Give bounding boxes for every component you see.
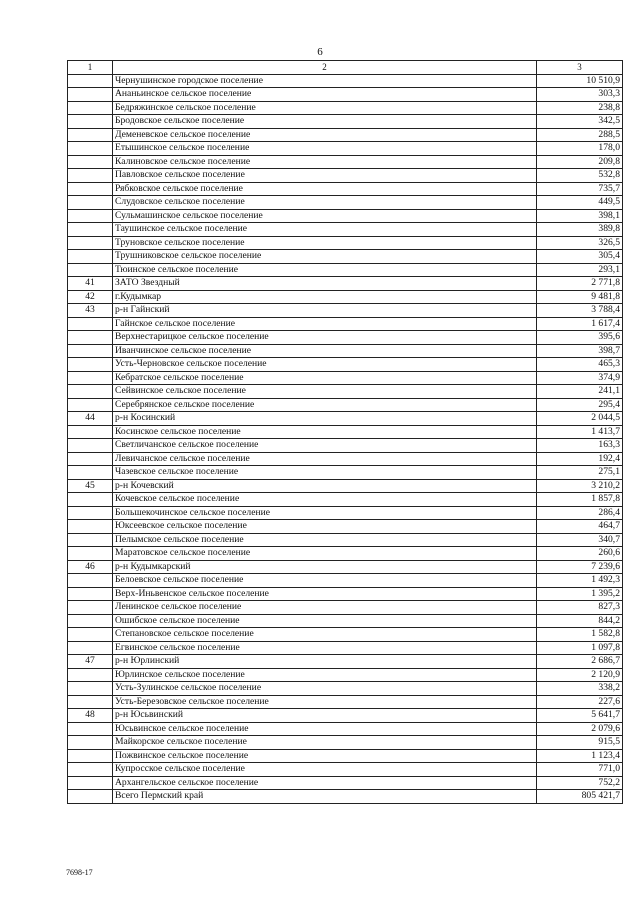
row-name-cell: Павловское сельское поселение [113, 169, 537, 183]
row-name-cell: Верх-Иньвенское сельское поселение [113, 587, 537, 601]
row-name-cell: Усть-Березовское сельское поселение [113, 695, 537, 709]
row-value-cell: 303,3 [537, 88, 623, 102]
row-number-cell [68, 641, 113, 655]
row-name-cell: Серебрянское сельское поселение [113, 398, 537, 412]
row-number-cell [68, 101, 113, 115]
row-name-cell: Рябковское сельское поселение [113, 182, 537, 196]
row-number-cell [68, 250, 113, 264]
table-row [68, 749, 623, 763]
table-row [68, 655, 623, 669]
row-number-cell [68, 587, 113, 601]
table-row [68, 331, 623, 345]
row-number-cell [68, 196, 113, 210]
table-row [68, 614, 623, 628]
table-row [68, 439, 623, 453]
row-number-cell [68, 506, 113, 520]
row-value-cell: 374,9 [537, 371, 623, 385]
table-row [68, 695, 623, 709]
row-number-cell [68, 115, 113, 129]
row-number-cell [68, 452, 113, 466]
table-row [68, 250, 623, 264]
row-number-cell [68, 763, 113, 777]
row-name-cell: г.Кудымкар [113, 290, 537, 304]
column-header-number: 1 [68, 61, 113, 75]
row-name-cell: Слудовское сельское поселение [113, 196, 537, 210]
table-row [68, 128, 623, 142]
table-row [68, 574, 623, 588]
table-row [68, 736, 623, 750]
table-row [68, 533, 623, 547]
row-number-cell [68, 128, 113, 142]
table-row [68, 88, 623, 102]
row-value-cell: 340,7 [537, 533, 623, 547]
row-number-cell [68, 493, 113, 507]
row-name-cell: Трушниковское сельское поселение [113, 250, 537, 264]
row-name-cell: Тюинское сельское поселение [113, 263, 537, 277]
row-name-cell: Ошибское сельское поселение [113, 614, 537, 628]
table-row [68, 479, 623, 493]
row-name-cell: Купросское сельское поселение [113, 763, 537, 777]
row-number-cell [68, 425, 113, 439]
row-number-cell [68, 223, 113, 237]
row-name-cell: Сульмашинское сельское поселение [113, 209, 537, 223]
table-row [68, 115, 623, 129]
row-number-cell [68, 520, 113, 534]
column-header-value: 3 [537, 61, 623, 75]
row-name-cell: Усть-Зулинское сельское поселение [113, 682, 537, 696]
row-name-cell: Егвинское сельское поселение [113, 641, 537, 655]
table-row [68, 358, 623, 372]
table-row [68, 169, 623, 183]
row-name-cell: Светличанское сельское поселение [113, 439, 537, 453]
row-name-cell: р-н Юсьвинский [113, 709, 537, 723]
row-number-cell [68, 790, 113, 804]
row-value-cell: 288,5 [537, 128, 623, 142]
row-value-cell: 260,6 [537, 547, 623, 561]
row-value-cell: 532,8 [537, 169, 623, 183]
row-number-cell [68, 371, 113, 385]
table-row [68, 317, 623, 331]
row-value-cell: 295,4 [537, 398, 623, 412]
row-number-cell [68, 776, 113, 790]
row-value-cell: 1 857,8 [537, 493, 623, 507]
table-row [68, 722, 623, 736]
row-number-cell [68, 88, 113, 102]
row-value-cell: 9 481,8 [537, 290, 623, 304]
table-row [68, 182, 623, 196]
row-value-cell: 771,0 [537, 763, 623, 777]
table-row [68, 277, 623, 291]
row-value-cell: 178,0 [537, 142, 623, 156]
row-name-cell: Етышинское сельское поселение [113, 142, 537, 156]
table-row [68, 506, 623, 520]
row-value-cell: 192,4 [537, 452, 623, 466]
table-row [68, 452, 623, 466]
table-row [68, 196, 623, 210]
row-number-cell [68, 317, 113, 331]
row-name-cell: Ананьинское сельское поселение [113, 88, 537, 102]
row-value-cell: 163,3 [537, 439, 623, 453]
row-name-cell: Майкорское сельское поселение [113, 736, 537, 750]
row-number-cell [68, 722, 113, 736]
row-number-cell: 47 [68, 655, 113, 669]
column-header-name: 2 [113, 61, 537, 75]
row-number-cell [68, 155, 113, 169]
table-row [68, 263, 623, 277]
row-value-cell: 241,1 [537, 385, 623, 399]
row-number-cell [68, 169, 113, 183]
document-code: 7698-17 [66, 868, 93, 877]
row-value-cell: 398,1 [537, 209, 623, 223]
row-number-cell: 41 [68, 277, 113, 291]
row-name-cell: Юрлинское сельское поселение [113, 668, 537, 682]
row-name-cell: Большекочинское сельское поселение [113, 506, 537, 520]
row-name-cell: Юсьвинское сельское поселение [113, 722, 537, 736]
row-number-cell: 46 [68, 560, 113, 574]
row-name-cell: Степановское сельское поселение [113, 628, 537, 642]
row-name-cell: Пелымское сельское поселение [113, 533, 537, 547]
row-value-cell: 1 582,8 [537, 628, 623, 642]
row-value-cell: 2 079,6 [537, 722, 623, 736]
table-row [68, 520, 623, 534]
row-value-cell: 844,2 [537, 614, 623, 628]
row-value-cell: 286,4 [537, 506, 623, 520]
row-name-cell: Кебратское сельское поселение [113, 371, 537, 385]
row-name-cell: Ленинское сельское поселение [113, 601, 537, 615]
row-number-cell [68, 182, 113, 196]
row-value-cell: 1 617,4 [537, 317, 623, 331]
row-name-cell: Чернушинское городское поселение [113, 74, 537, 88]
row-name-cell: Пожвинское сельское поселение [113, 749, 537, 763]
row-number-cell: 45 [68, 479, 113, 493]
table-row [68, 412, 623, 426]
row-number-cell [68, 398, 113, 412]
table-row [68, 709, 623, 723]
row-number-cell [68, 668, 113, 682]
table-row [68, 601, 623, 615]
table-row [68, 776, 623, 790]
row-value-cell: 3 788,4 [537, 304, 623, 318]
table-row [68, 344, 623, 358]
row-value-cell: 2 771,8 [537, 277, 623, 291]
row-name-cell: Юксеевское сельское поселение [113, 520, 537, 534]
table-row [68, 466, 623, 480]
table-row [68, 371, 623, 385]
row-name-cell: р-н Гайнский [113, 304, 537, 318]
table-row [68, 155, 623, 169]
row-name-cell: Архангельское сельское поселение [113, 776, 537, 790]
row-number-cell [68, 209, 113, 223]
row-name-cell: р-н Косинский [113, 412, 537, 426]
row-value-cell: 2 044,5 [537, 412, 623, 426]
row-number-cell [68, 601, 113, 615]
row-name-cell: р-н Кудымкарский [113, 560, 537, 574]
row-name-cell: Левичанское сельское поселение [113, 452, 537, 466]
row-number-cell [68, 682, 113, 696]
row-value-cell: 449,5 [537, 196, 623, 210]
row-value-cell: 395,6 [537, 331, 623, 345]
row-value-cell: 398,7 [537, 344, 623, 358]
row-value-cell: 1 395,2 [537, 587, 623, 601]
row-value-cell: 1 097,8 [537, 641, 623, 655]
table-row [68, 790, 623, 804]
row-name-cell: Труновское сельское поселение [113, 236, 537, 250]
row-value-cell: 293,1 [537, 263, 623, 277]
row-name-cell: Иванчинское сельское поселение [113, 344, 537, 358]
table-row [68, 223, 623, 237]
row-name-cell: Чазевское сельское поселение [113, 466, 537, 480]
table-row [68, 763, 623, 777]
row-value-cell: 827,3 [537, 601, 623, 615]
row-number-cell [68, 695, 113, 709]
row-value-cell: 915,5 [537, 736, 623, 750]
table-row [68, 668, 623, 682]
row-number-cell [68, 736, 113, 750]
row-value-cell: 1 413,7 [537, 425, 623, 439]
row-value-cell: 465,3 [537, 358, 623, 372]
row-name-cell: Белоевское сельское поселение [113, 574, 537, 588]
row-name-cell: Калиновское сельское поселение [113, 155, 537, 169]
table-row [68, 142, 623, 156]
row-number-cell [68, 74, 113, 88]
table-row [68, 547, 623, 561]
row-value-cell: 752,2 [537, 776, 623, 790]
row-name-cell: р-н Кочевский [113, 479, 537, 493]
row-name-cell: Усть-Черновское сельское поселение [113, 358, 537, 372]
table-row [68, 682, 623, 696]
table-row [68, 304, 623, 318]
row-number-cell [68, 547, 113, 561]
page-number: 6 [317, 46, 323, 58]
row-value-cell: 326,5 [537, 236, 623, 250]
row-number-cell [68, 263, 113, 277]
row-number-cell [68, 331, 113, 345]
row-name-cell: Кочевское сельское поселение [113, 493, 537, 507]
row-value-cell: 338,2 [537, 682, 623, 696]
row-name-cell: Бродовское сельское поселение [113, 115, 537, 129]
row-value-cell: 10 510,9 [537, 74, 623, 88]
row-number-cell: 43 [68, 304, 113, 318]
table-row [68, 398, 623, 412]
budget-table [67, 60, 623, 804]
row-value-cell: 1 492,3 [537, 574, 623, 588]
row-value-cell: 3 210,2 [537, 479, 623, 493]
row-name-cell: Косинское сельское поселение [113, 425, 537, 439]
row-name-cell: ЗАТО Звездный [113, 277, 537, 291]
table-row [68, 290, 623, 304]
row-name-cell: Маратовское сельское поселение [113, 547, 537, 561]
row-value-cell: 342,5 [537, 115, 623, 129]
table-row [68, 425, 623, 439]
row-value-cell: 805 421,7 [537, 790, 623, 804]
row-value-cell: 735,7 [537, 182, 623, 196]
row-number-cell: 42 [68, 290, 113, 304]
row-number-cell: 48 [68, 709, 113, 723]
row-number-cell [68, 344, 113, 358]
row-name-cell: Всего Пермский край [113, 790, 537, 804]
row-value-cell: 464,7 [537, 520, 623, 534]
row-number-cell [68, 533, 113, 547]
table-row [68, 587, 623, 601]
row-name-cell: р-н Юрлинский [113, 655, 537, 669]
row-value-cell: 275,1 [537, 466, 623, 480]
table-header-row [68, 61, 623, 75]
row-number-cell [68, 749, 113, 763]
row-number-cell [68, 466, 113, 480]
table-row [68, 560, 623, 574]
table-row [68, 209, 623, 223]
row-number-cell [68, 574, 113, 588]
table-row [68, 641, 623, 655]
row-value-cell: 238,8 [537, 101, 623, 115]
row-number-cell: 44 [68, 412, 113, 426]
row-value-cell: 305,4 [537, 250, 623, 264]
row-value-cell: 5 641,7 [537, 709, 623, 723]
table-row [68, 101, 623, 115]
row-name-cell: Бедряжинское сельское поселение [113, 101, 537, 115]
row-number-cell [68, 358, 113, 372]
row-value-cell: 209,8 [537, 155, 623, 169]
row-name-cell: Деменевское сельское поселение [113, 128, 537, 142]
row-number-cell [68, 142, 113, 156]
row-name-cell: Верхнестарицкое сельское поселение [113, 331, 537, 345]
row-value-cell: 1 123,4 [537, 749, 623, 763]
table-row [68, 385, 623, 399]
row-value-cell: 2 120,9 [537, 668, 623, 682]
row-number-cell [68, 439, 113, 453]
table-row [68, 628, 623, 642]
row-value-cell: 389,8 [537, 223, 623, 237]
row-number-cell [68, 614, 113, 628]
row-value-cell: 7 239,6 [537, 560, 623, 574]
table-row [68, 493, 623, 507]
row-number-cell [68, 236, 113, 250]
table-row [68, 236, 623, 250]
row-number-cell [68, 628, 113, 642]
row-value-cell: 2 686,7 [537, 655, 623, 669]
row-name-cell: Гайнское сельское поселение [113, 317, 537, 331]
table-row [68, 74, 623, 88]
row-name-cell: Таушинское сельское поселение [113, 223, 537, 237]
row-number-cell [68, 385, 113, 399]
row-value-cell: 227,6 [537, 695, 623, 709]
row-name-cell: Сейвинское сельское поселение [113, 385, 537, 399]
